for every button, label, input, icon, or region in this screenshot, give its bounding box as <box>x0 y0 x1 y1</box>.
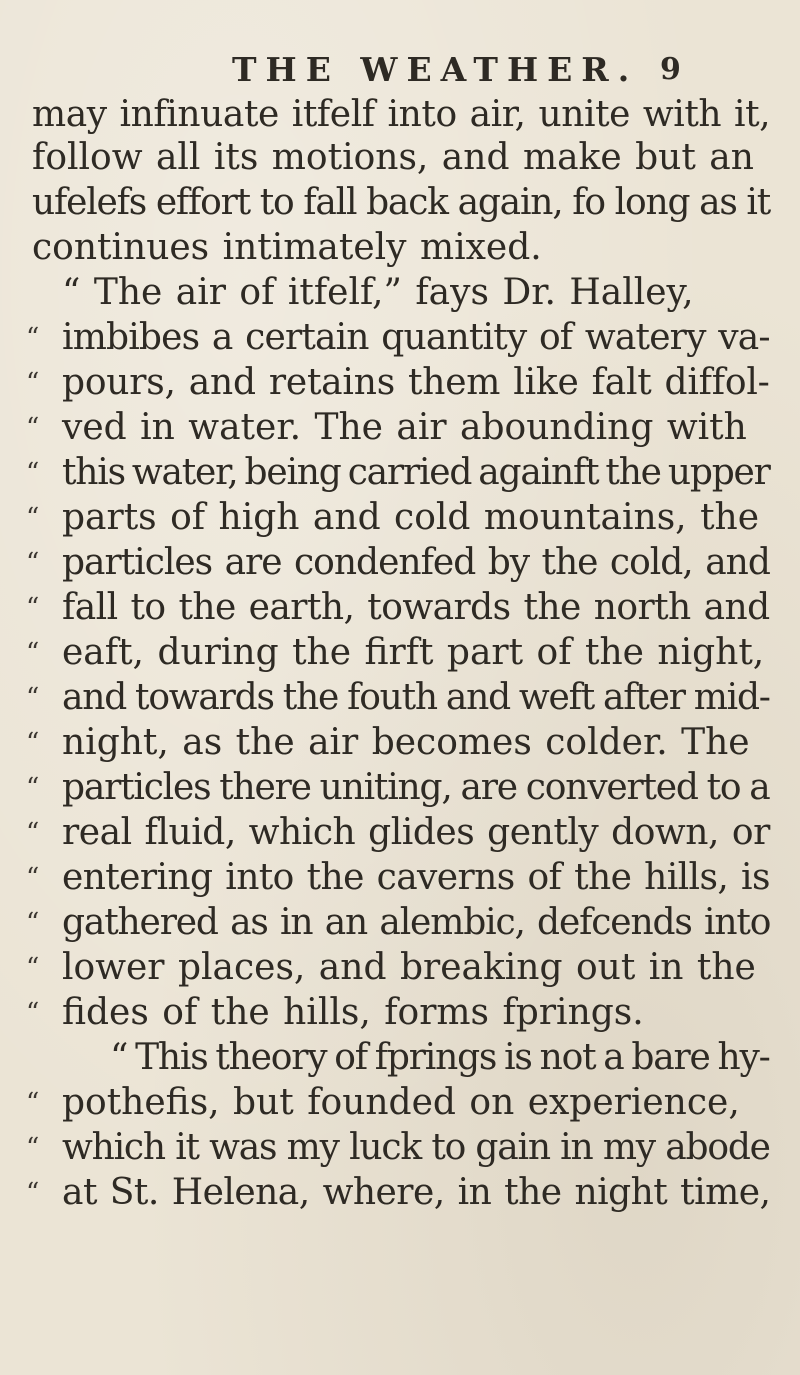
quote-mark: “ <box>26 323 40 353</box>
quote-mark: “ <box>26 683 40 713</box>
quote-mark: “ <box>26 863 40 893</box>
quote-mark: “ <box>26 1178 40 1208</box>
quote-mark: “ <box>26 458 40 488</box>
text-line: lower places, and breaking out in the <box>62 947 756 988</box>
text-line: ufelefs effort to fall back again, fo long as it <box>32 182 771 223</box>
text-line: pours, and retains them like falt diffol- <box>62 362 770 403</box>
text-line: at St. Helena, where, in the night time, <box>62 1172 771 1213</box>
quote-mark: “ <box>26 503 40 533</box>
quote-mark: “ <box>26 593 40 623</box>
text-line: “ This theory of fprings is not a bare hy- <box>110 1037 770 1078</box>
text-line: ved in water. The air abounding with <box>62 407 747 448</box>
text-line: this water, being carried againft the upper <box>62 452 770 493</box>
quote-mark: “ <box>26 773 40 803</box>
text-line: entering into the caverns of the hills, is <box>62 857 770 898</box>
text-line: fides of the hills, forms fprings. <box>62 992 644 1033</box>
text-line: gathered as in an alembic, defcends into <box>62 902 771 943</box>
text-line: “ The air of itfelf,” fays Dr. Halley, <box>62 272 694 313</box>
text-line: imbibes a certain quantity of watery va- <box>62 317 770 358</box>
text-line: real fluid, which glides gently down, or <box>62 812 770 853</box>
quote-mark: “ <box>26 1133 40 1163</box>
quote-mark: “ <box>26 548 40 578</box>
quote-mark: “ <box>26 638 40 668</box>
page-header <box>0 50 800 90</box>
text-line: continues intimately mixed. <box>32 227 542 268</box>
quote-mark: “ <box>26 368 40 398</box>
running-head: THE WEATHER. <box>232 50 639 89</box>
text-line: and towards the fouth and weft after mid- <box>62 677 770 718</box>
text-line: follow all its motions, and make but an <box>32 137 754 178</box>
quote-mark: “ <box>26 953 40 983</box>
text-line: fall to the earth, towards the north and <box>62 587 770 628</box>
text-line: particles are condenfed by the cold, and <box>62 542 770 583</box>
text-line: which it was my luck to gain in my abode <box>62 1127 770 1168</box>
quote-mark: “ <box>26 818 40 848</box>
text-line: parts of high and cold mountains, the <box>62 497 760 538</box>
text-line: night, as the air becomes colder. The <box>62 722 750 763</box>
quote-mark: “ <box>26 908 40 938</box>
page-number: 9 <box>660 52 681 87</box>
text-line: particles there uniting, are converted to a <box>62 767 770 808</box>
quote-mark: “ <box>26 728 40 758</box>
quote-mark: “ <box>26 413 40 443</box>
quote-mark: “ <box>26 1088 40 1118</box>
text-line: pothefis, but founded on experience, <box>62 1082 740 1123</box>
text-line: eaft, during the firft part of the night, <box>62 632 765 673</box>
text-line: may infinuate itfelf into air, unite with it, <box>32 94 771 135</box>
quote-mark: “ <box>26 998 40 1028</box>
